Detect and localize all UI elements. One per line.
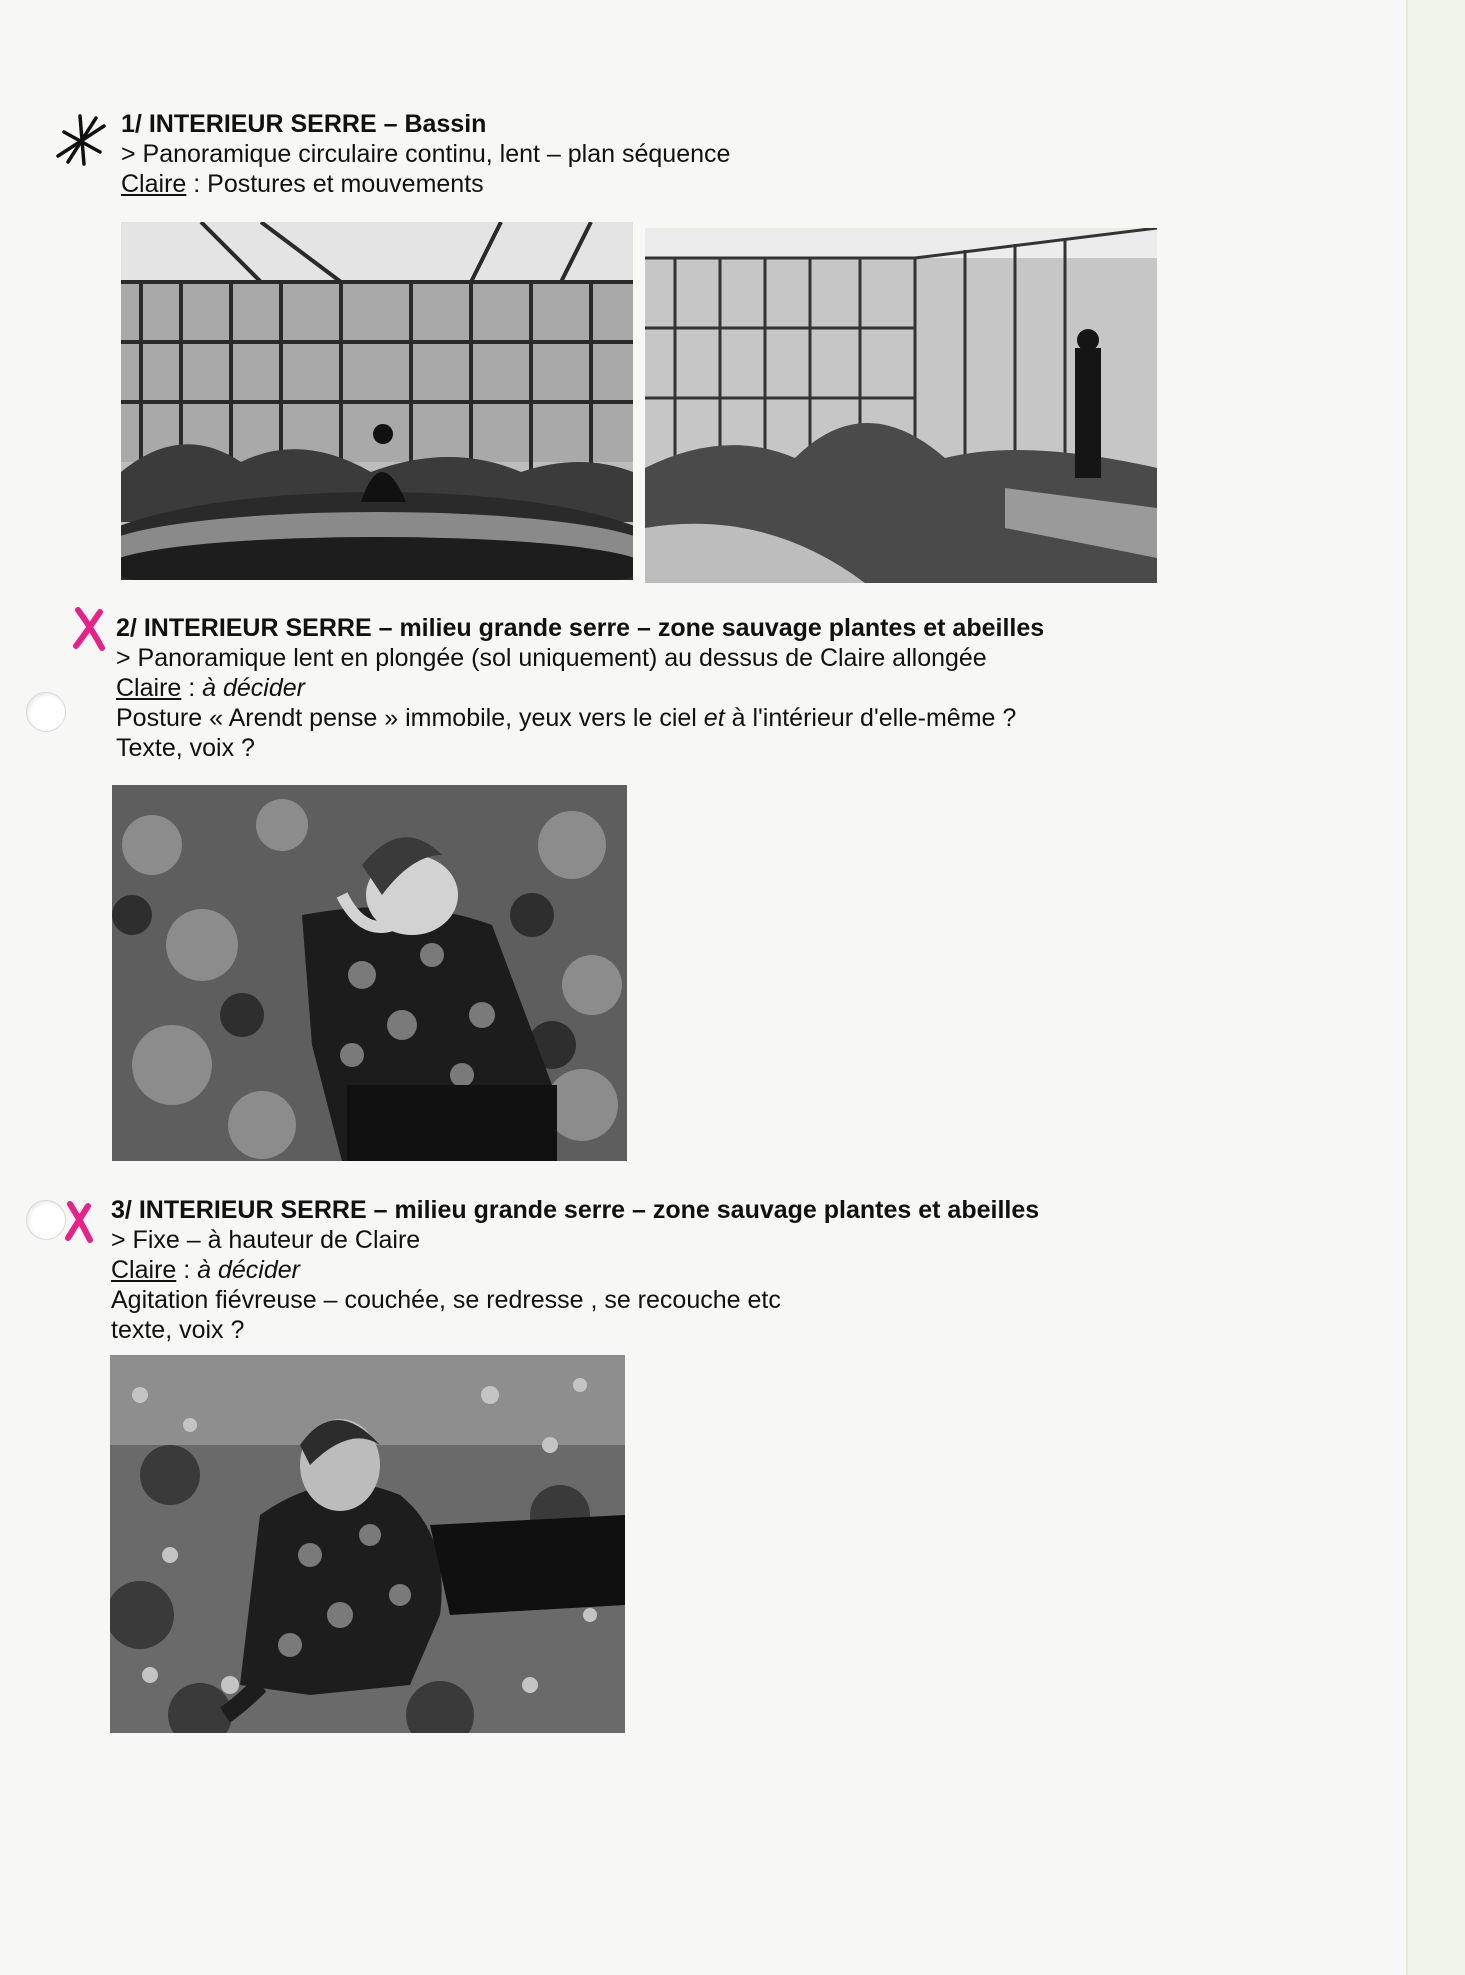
actor-name: Claire bbox=[116, 674, 182, 702]
pink-x-mark-icon bbox=[70, 606, 110, 652]
punch-hole bbox=[26, 692, 66, 732]
pink-x-mark-icon bbox=[62, 1200, 98, 1244]
shot-number: 3/ bbox=[111, 1196, 132, 1224]
shot-location: INTERIEUR SERRE bbox=[143, 614, 372, 642]
actor-note: à décider bbox=[202, 674, 305, 702]
actor-note: à décider bbox=[197, 1256, 300, 1284]
shot-extra-note: Texte, voix ? bbox=[116, 734, 255, 762]
page-edge bbox=[1406, 0, 1408, 1975]
camera-movement: > Panoramique circulaire continu, lent – plan séquence bbox=[121, 140, 731, 168]
photo-woman-lying-in-plants bbox=[112, 785, 627, 1161]
actor-name: Claire bbox=[111, 1256, 177, 1284]
shot-place: Bassin bbox=[404, 110, 487, 138]
shot-number: 2/ bbox=[116, 614, 137, 642]
shot-heading bbox=[121, 109, 730, 139]
shot-description: Agitation fiévreuse – couchée, se redresse , se recouche etc bbox=[111, 1286, 781, 1314]
shot-heading bbox=[116, 613, 1044, 643]
shot-description bbox=[116, 703, 1044, 733]
photo-greenhouse-pool-left bbox=[121, 222, 633, 580]
heading-dash: – bbox=[378, 614, 393, 642]
heading-dash: – bbox=[373, 1196, 388, 1224]
page-margin-strip bbox=[1408, 0, 1465, 1975]
actor-name: Claire bbox=[121, 170, 187, 198]
actor-line bbox=[116, 673, 1044, 703]
shot-place: milieu grande serre – zone sauvage plantes et abeilles bbox=[399, 614, 1045, 642]
shot-extra-note: texte, voix ? bbox=[111, 1316, 245, 1344]
photo-woman-rising-in-plants bbox=[110, 1355, 625, 1733]
shot-location: INTERIEUR SERRE bbox=[138, 1196, 367, 1224]
actor-line bbox=[111, 1255, 1039, 1285]
shot-2-text bbox=[116, 613, 1044, 763]
asterisk-mark-icon bbox=[50, 108, 112, 170]
shot-number: 1/ bbox=[121, 110, 142, 138]
description-emphasis: et bbox=[703, 704, 725, 732]
actor-separator: : bbox=[176, 1256, 198, 1284]
description-text-end: à l'intérieur d'elle-même ? bbox=[724, 704, 1017, 732]
photo-greenhouse-pool-right bbox=[645, 228, 1157, 583]
shot-1-text bbox=[121, 109, 730, 199]
camera-movement: > Panoramique lent en plongée (sol uniquement) au dessus de Claire allongée bbox=[116, 644, 987, 672]
actor-note: Postures et mouvements bbox=[207, 170, 484, 198]
shot-3-text bbox=[111, 1195, 1039, 1345]
shot-location: INTERIEUR SERRE bbox=[148, 110, 377, 138]
actor-line bbox=[121, 169, 730, 199]
punch-hole bbox=[26, 1200, 66, 1240]
actor-separator: : bbox=[186, 170, 208, 198]
heading-dash: – bbox=[383, 110, 398, 138]
shot-heading bbox=[111, 1195, 1039, 1225]
actor-separator: : bbox=[181, 674, 203, 702]
shot-place: milieu grande serre – zone sauvage plantes et abeilles bbox=[394, 1196, 1040, 1224]
camera-movement: > Fixe – à hauteur de Claire bbox=[111, 1226, 421, 1254]
description-text: Posture « Arendt pense » immobile, yeux vers le ciel bbox=[116, 704, 704, 732]
